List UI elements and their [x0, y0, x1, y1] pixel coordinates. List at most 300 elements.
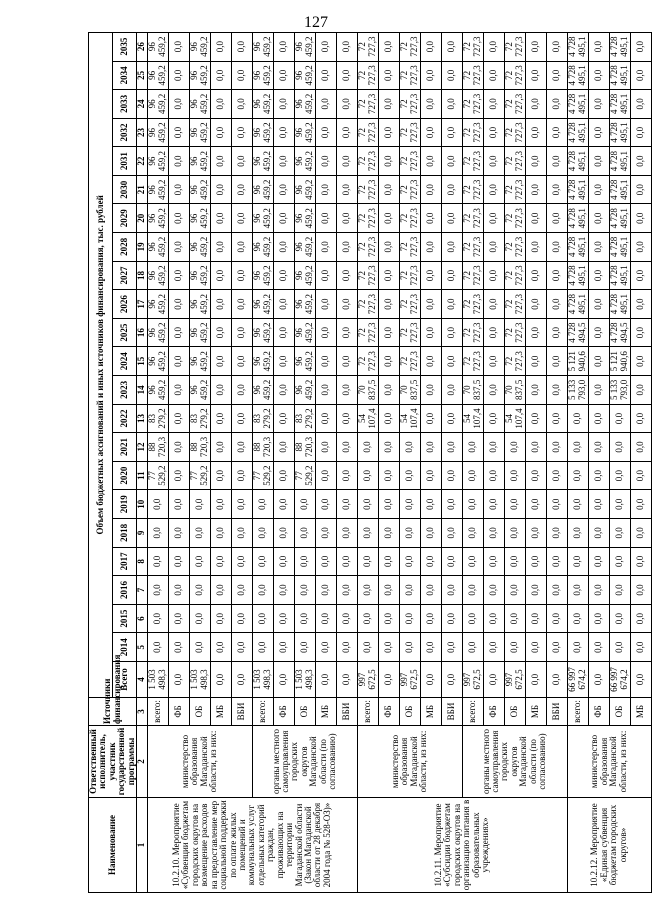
value-cell: 0,0	[420, 433, 441, 462]
value-cell: 72 727,3	[399, 118, 420, 147]
value-cell: 0,0	[546, 318, 567, 347]
header-column-number: 9	[137, 519, 147, 548]
value-cell: 96 459,2	[147, 318, 168, 347]
value-cell: 0,0	[378, 175, 399, 204]
value-cell: 0,0	[525, 433, 546, 462]
value-cell: 96 459,2	[189, 61, 210, 90]
value-cell: 0,0	[483, 547, 504, 576]
value-cell: 0,0	[483, 576, 504, 605]
value-cell: 0,0	[609, 519, 630, 548]
value-cell: 0,0	[630, 433, 651, 462]
value-cell: 0,0	[336, 404, 357, 433]
value-cell: 0,0	[546, 604, 567, 633]
value-cell: 0,0	[231, 118, 252, 147]
value-cell: 0,0	[441, 490, 462, 519]
funding-source-cell: ФБ	[588, 698, 609, 726]
value-cell: 0,0	[546, 175, 567, 204]
value-cell: 72 727,3	[357, 118, 378, 147]
value-cell: 83 279,2	[147, 404, 168, 433]
value-cell: 1 503 498,3	[294, 662, 315, 698]
value-cell: 96 459,2	[294, 347, 315, 376]
value-cell: 96 459,2	[147, 204, 168, 233]
value-cell: 0,0	[294, 633, 315, 662]
value-cell: 5 133 793,0	[567, 376, 588, 405]
value-cell: 0,0	[399, 633, 420, 662]
value-cell: 0,0	[315, 147, 336, 176]
value-cell: 70 837,5	[462, 376, 483, 405]
header-year: 2032	[113, 118, 137, 147]
funding-source-cell: всего:	[252, 698, 273, 726]
value-cell: 0,0	[273, 576, 294, 605]
value-cell: 0,0	[273, 519, 294, 548]
value-cell: 4 728 495,1	[609, 175, 630, 204]
value-cell: 72 727,3	[357, 61, 378, 90]
value-cell: 0,0	[567, 547, 588, 576]
value-cell: 0,0	[588, 32, 609, 61]
table-row	[357, 32, 378, 892]
header-year: 2016	[113, 576, 137, 605]
value-cell: 0,0	[210, 662, 231, 698]
value-cell: 0,0	[231, 347, 252, 376]
value-cell: 4 728 495,1	[609, 90, 630, 119]
value-cell: 0,0	[357, 633, 378, 662]
value-cell: 0,0	[336, 175, 357, 204]
header-column-number: 10	[137, 490, 147, 519]
value-cell: 0,0	[588, 318, 609, 347]
value-cell: 0,0	[168, 376, 189, 405]
value-cell: 0,0	[273, 147, 294, 176]
value-cell: 88 720,3	[189, 433, 210, 462]
responsible-cell: министерство образования Магаданской области, из них:	[357, 726, 462, 798]
value-cell: 0,0	[588, 233, 609, 262]
value-cell: 0,0	[546, 61, 567, 90]
value-cell: 0,0	[378, 118, 399, 147]
value-cell: 0,0	[567, 461, 588, 490]
value-cell: 0,0	[378, 61, 399, 90]
value-cell: 96 459,2	[189, 261, 210, 290]
value-cell: 0,0	[378, 204, 399, 233]
value-cell: 0,0	[294, 604, 315, 633]
funding-source-cell: ОБ	[399, 698, 420, 726]
value-cell: 0,0	[336, 61, 357, 90]
value-cell: 0,0	[546, 662, 567, 698]
value-cell: 0,0	[336, 90, 357, 119]
value-cell: 0,0	[168, 461, 189, 490]
value-cell: 54 107,4	[357, 404, 378, 433]
value-cell: 0,0	[588, 490, 609, 519]
value-cell: 0,0	[588, 175, 609, 204]
value-cell: 0,0	[231, 433, 252, 462]
value-cell: 0,0	[357, 547, 378, 576]
value-cell: 0,0	[315, 290, 336, 319]
value-cell: 0,0	[420, 604, 441, 633]
header-year: 2027	[113, 261, 137, 290]
value-cell: 0,0	[168, 433, 189, 462]
value-cell: 0,0	[315, 118, 336, 147]
value-cell: 96 459,2	[147, 261, 168, 290]
value-cell: 0,0	[273, 118, 294, 147]
value-cell: 96 459,2	[147, 290, 168, 319]
funding-source-cell: всего:	[357, 698, 378, 726]
value-cell: 0,0	[525, 490, 546, 519]
value-cell: 0,0	[210, 290, 231, 319]
value-cell: 72 727,3	[399, 175, 420, 204]
funding-source-cell: ФБ	[168, 698, 189, 726]
measure-name-cell: 10.2.11. Мероприятие «Субсидии бюджетам городских округов на организацию питания в образовательных учреждениях»	[357, 798, 567, 893]
value-cell: 0,0	[441, 318, 462, 347]
value-cell: 0,0	[147, 633, 168, 662]
value-cell: 0,0	[231, 32, 252, 61]
header-year: 2029	[113, 204, 137, 233]
value-cell: 72 727,3	[357, 318, 378, 347]
value-cell: 96 459,2	[294, 32, 315, 61]
value-cell: 0,0	[273, 32, 294, 61]
value-cell: 0,0	[336, 604, 357, 633]
value-cell: 0,0	[609, 461, 630, 490]
value-cell: 0,0	[273, 404, 294, 433]
value-cell: 0,0	[441, 90, 462, 119]
value-cell: 0,0	[630, 547, 651, 576]
value-cell: 0,0	[483, 204, 504, 233]
value-cell: 0,0	[231, 175, 252, 204]
value-cell: 0,0	[525, 61, 546, 90]
value-cell: 0,0	[483, 376, 504, 405]
table-row	[567, 32, 588, 892]
value-cell: 4 728 495,1	[609, 147, 630, 176]
value-cell: 0,0	[546, 461, 567, 490]
value-cell: 0,0	[441, 32, 462, 61]
header-year: 2034	[113, 61, 137, 90]
budget-table	[88, 32, 652, 893]
value-cell: 0,0	[483, 490, 504, 519]
header-column-number: 19	[137, 233, 147, 262]
value-cell: 0,0	[525, 90, 546, 119]
value-cell: 0,0	[210, 61, 231, 90]
value-cell: 0,0	[315, 175, 336, 204]
value-cell: 72 727,3	[357, 204, 378, 233]
value-cell: 0,0	[252, 604, 273, 633]
value-cell: 72 727,3	[399, 290, 420, 319]
value-cell: 0,0	[252, 490, 273, 519]
value-cell: 0,0	[210, 90, 231, 119]
header-column-number: 24	[137, 90, 147, 119]
value-cell: 0,0	[546, 147, 567, 176]
value-cell: 72 727,3	[504, 233, 525, 262]
funding-source-cell: ФБ	[378, 698, 399, 726]
value-cell: 0,0	[168, 147, 189, 176]
value-cell: 0,0	[525, 404, 546, 433]
value-cell: 0,0	[630, 662, 651, 698]
value-cell: 0,0	[567, 633, 588, 662]
value-cell: 0,0	[252, 519, 273, 548]
value-cell: 0,0	[630, 576, 651, 605]
value-cell: 0,0	[462, 433, 483, 462]
value-cell: 0,0	[588, 147, 609, 176]
table-row	[462, 32, 483, 892]
value-cell: 0,0	[315, 404, 336, 433]
value-cell: 0,0	[315, 347, 336, 376]
value-cell: 0,0	[378, 519, 399, 548]
value-cell: 0,0	[483, 461, 504, 490]
responsible-cell: министерство образования Магаданской области, из них:	[567, 726, 651, 798]
header-column-number: 23	[137, 118, 147, 147]
value-cell: 4 728 494,5	[609, 318, 630, 347]
value-cell: 0,0	[336, 204, 357, 233]
value-cell: 0,0	[630, 633, 651, 662]
value-cell: 0,0	[630, 519, 651, 548]
value-cell: 0,0	[336, 376, 357, 405]
header-year: 2024	[113, 347, 137, 376]
value-cell: 96 459,2	[252, 32, 273, 61]
funding-source-cell: МБ	[525, 698, 546, 726]
value-cell: 96 459,2	[252, 233, 273, 262]
value-cell: 0,0	[567, 433, 588, 462]
value-cell: 88 720,3	[147, 433, 168, 462]
value-cell: 96 459,2	[189, 118, 210, 147]
value-cell: 0,0	[168, 347, 189, 376]
header-column-number: 18	[137, 261, 147, 290]
funding-source-cell: ВБИ	[546, 698, 567, 726]
value-cell: 72 727,3	[399, 347, 420, 376]
value-cell: 66 997 674,2	[609, 662, 630, 698]
value-cell: 0,0	[168, 576, 189, 605]
value-cell: 0,0	[210, 547, 231, 576]
header-year: 2017	[113, 547, 137, 576]
value-cell: 0,0	[168, 61, 189, 90]
header-column-number: 4	[137, 662, 147, 698]
value-cell: 0,0	[525, 261, 546, 290]
value-cell: 0,0	[273, 233, 294, 262]
value-cell: 0,0	[252, 633, 273, 662]
value-cell: 0,0	[483, 32, 504, 61]
value-cell: 72 727,3	[399, 90, 420, 119]
value-cell: 0,0	[630, 404, 651, 433]
value-cell: 0,0	[483, 233, 504, 262]
header-year: 2019	[113, 490, 137, 519]
value-cell: 0,0	[315, 604, 336, 633]
value-cell: 72 727,3	[462, 175, 483, 204]
value-cell: 0,0	[378, 290, 399, 319]
value-cell: 0,0	[315, 261, 336, 290]
responsible-cell: органы местного самоуправления городских округов Магаданской области (по согласованию)	[252, 726, 357, 798]
value-cell: 0,0	[567, 519, 588, 548]
value-cell: 0,0	[504, 576, 525, 605]
value-cell: 0,0	[525, 318, 546, 347]
value-cell: 0,0	[189, 604, 210, 633]
value-cell: 54 107,4	[399, 404, 420, 433]
value-cell: 0,0	[441, 261, 462, 290]
value-cell: 0,0	[294, 490, 315, 519]
value-cell: 0,0	[315, 433, 336, 462]
header-column-number: 16	[137, 318, 147, 347]
value-cell: 96 459,2	[252, 290, 273, 319]
value-cell: 0,0	[315, 633, 336, 662]
funding-source-cell: ОБ	[294, 698, 315, 726]
value-cell: 72 727,3	[462, 147, 483, 176]
value-cell: 0,0	[210, 233, 231, 262]
value-cell: 0,0	[399, 519, 420, 548]
value-cell: 0,0	[168, 633, 189, 662]
value-cell: 0,0	[336, 147, 357, 176]
value-cell: 96 459,2	[189, 32, 210, 61]
value-cell: 96 459,2	[147, 32, 168, 61]
value-cell: 0,0	[441, 233, 462, 262]
value-cell: 0,0	[273, 604, 294, 633]
value-cell: 0,0	[336, 290, 357, 319]
value-cell: 0,0	[441, 662, 462, 698]
value-cell: 96 459,2	[294, 204, 315, 233]
value-cell: 0,0	[231, 404, 252, 433]
value-cell: 0,0	[273, 662, 294, 698]
value-cell: 0,0	[147, 547, 168, 576]
value-cell: 0,0	[231, 290, 252, 319]
value-cell: 0,0	[273, 547, 294, 576]
value-cell: 0,0	[525, 32, 546, 61]
value-cell: 0,0	[378, 576, 399, 605]
value-cell: 0,0	[588, 604, 609, 633]
value-cell: 0,0	[588, 90, 609, 119]
value-cell: 0,0	[525, 118, 546, 147]
value-cell: 0,0	[504, 604, 525, 633]
value-cell: 72 727,3	[504, 61, 525, 90]
value-cell: 0,0	[525, 604, 546, 633]
value-cell: 0,0	[168, 90, 189, 119]
value-cell: 0,0	[357, 433, 378, 462]
value-cell: 0,0	[189, 633, 210, 662]
header-year: 2033	[113, 90, 137, 119]
header-name: Наименование	[89, 798, 137, 893]
value-cell: 0,0	[315, 519, 336, 548]
value-cell: 0,0	[210, 204, 231, 233]
value-cell: 0,0	[546, 233, 567, 262]
value-cell: 0,0	[588, 118, 609, 147]
value-cell: 96 459,2	[147, 376, 168, 405]
value-cell: 0,0	[231, 662, 252, 698]
header-column-number: 26	[137, 32, 147, 61]
value-cell: 0,0	[441, 175, 462, 204]
value-cell: 0,0	[399, 461, 420, 490]
value-cell: 0,0	[378, 633, 399, 662]
value-cell: 0,0	[336, 633, 357, 662]
value-cell: 0,0	[525, 175, 546, 204]
value-cell: 0,0	[483, 147, 504, 176]
value-cell: 0,0	[147, 604, 168, 633]
value-cell: 96 459,2	[252, 90, 273, 119]
value-cell: 66 997 674,2	[567, 662, 588, 698]
value-cell: 96 459,2	[189, 318, 210, 347]
value-cell: 72 727,3	[462, 204, 483, 233]
value-cell: 72 727,3	[462, 347, 483, 376]
value-cell: 0,0	[231, 604, 252, 633]
value-cell: 0,0	[336, 490, 357, 519]
value-cell: 0,0	[546, 90, 567, 119]
value-cell: 77 529,2	[189, 461, 210, 490]
value-cell: 0,0	[441, 61, 462, 90]
value-cell: 72 727,3	[399, 318, 420, 347]
header-year: 2015	[113, 604, 137, 633]
value-cell: 0,0	[315, 376, 336, 405]
value-cell: 0,0	[546, 519, 567, 548]
value-cell: 0,0	[525, 147, 546, 176]
value-cell: 72 727,3	[504, 261, 525, 290]
value-cell: 0,0	[168, 290, 189, 319]
value-cell: 1 503 498,3	[252, 662, 273, 698]
value-cell: 88 720,3	[294, 433, 315, 462]
value-cell: 96 459,2	[252, 204, 273, 233]
value-cell: 0,0	[546, 433, 567, 462]
value-cell: 72 727,3	[462, 32, 483, 61]
value-cell: 0,0	[315, 461, 336, 490]
value-cell: 997 672,5	[357, 662, 378, 698]
value-cell: 0,0	[378, 433, 399, 462]
value-cell: 0,0	[441, 433, 462, 462]
funding-source-cell: всего:	[462, 698, 483, 726]
header-column-number: 12	[137, 433, 147, 462]
value-cell: 0,0	[378, 147, 399, 176]
value-cell: 0,0	[210, 433, 231, 462]
value-cell: 72 727,3	[399, 147, 420, 176]
header-volume: Объем бюджетных ассигнований и иных источников финансирования, тыс. рублей	[89, 32, 113, 697]
value-cell: 0,0	[630, 290, 651, 319]
value-cell: 72 727,3	[399, 261, 420, 290]
value-cell: 0,0	[231, 376, 252, 405]
value-cell: 96 459,2	[294, 90, 315, 119]
value-cell: 0,0	[588, 290, 609, 319]
value-cell: 0,0	[210, 490, 231, 519]
value-cell: 0,0	[336, 662, 357, 698]
funding-source-cell: ВБИ	[231, 698, 252, 726]
value-cell: 0,0	[441, 376, 462, 405]
value-cell: 0,0	[210, 461, 231, 490]
value-cell: 0,0	[210, 604, 231, 633]
value-cell: 0,0	[336, 461, 357, 490]
value-cell: 0,0	[357, 461, 378, 490]
value-cell: 0,0	[483, 519, 504, 548]
value-cell: 0,0	[609, 547, 630, 576]
value-cell: 0,0	[525, 461, 546, 490]
header-year: 2018	[113, 519, 137, 548]
value-cell: 0,0	[294, 547, 315, 576]
value-cell: 0,0	[378, 32, 399, 61]
value-cell: 0,0	[336, 519, 357, 548]
value-cell: 0,0	[420, 490, 441, 519]
value-cell: 0,0	[315, 490, 336, 519]
funding-source-cell: ОБ	[189, 698, 210, 726]
value-cell: 0,0	[546, 204, 567, 233]
value-cell: 72 727,3	[357, 147, 378, 176]
value-cell: 0,0	[420, 318, 441, 347]
value-cell: 0,0	[273, 347, 294, 376]
value-cell: 0,0	[462, 519, 483, 548]
value-cell: 0,0	[630, 261, 651, 290]
value-cell: 0,0	[546, 404, 567, 433]
value-cell: 96 459,2	[294, 61, 315, 90]
value-cell: 0,0	[357, 576, 378, 605]
value-cell: 96 459,2	[147, 233, 168, 262]
value-cell: 0,0	[609, 633, 630, 662]
value-cell: 4 728 495,1	[609, 32, 630, 61]
value-cell: 0,0	[609, 404, 630, 433]
header-column-number: 5	[137, 633, 147, 662]
value-cell: 0,0	[210, 147, 231, 176]
value-cell: 72 727,3	[504, 175, 525, 204]
header-year: 2035	[113, 32, 137, 61]
value-cell: 0,0	[630, 118, 651, 147]
value-cell: 0,0	[504, 633, 525, 662]
value-cell: 4 728 495,1	[609, 261, 630, 290]
value-cell: 0,0	[420, 404, 441, 433]
value-cell: 0,0	[630, 204, 651, 233]
